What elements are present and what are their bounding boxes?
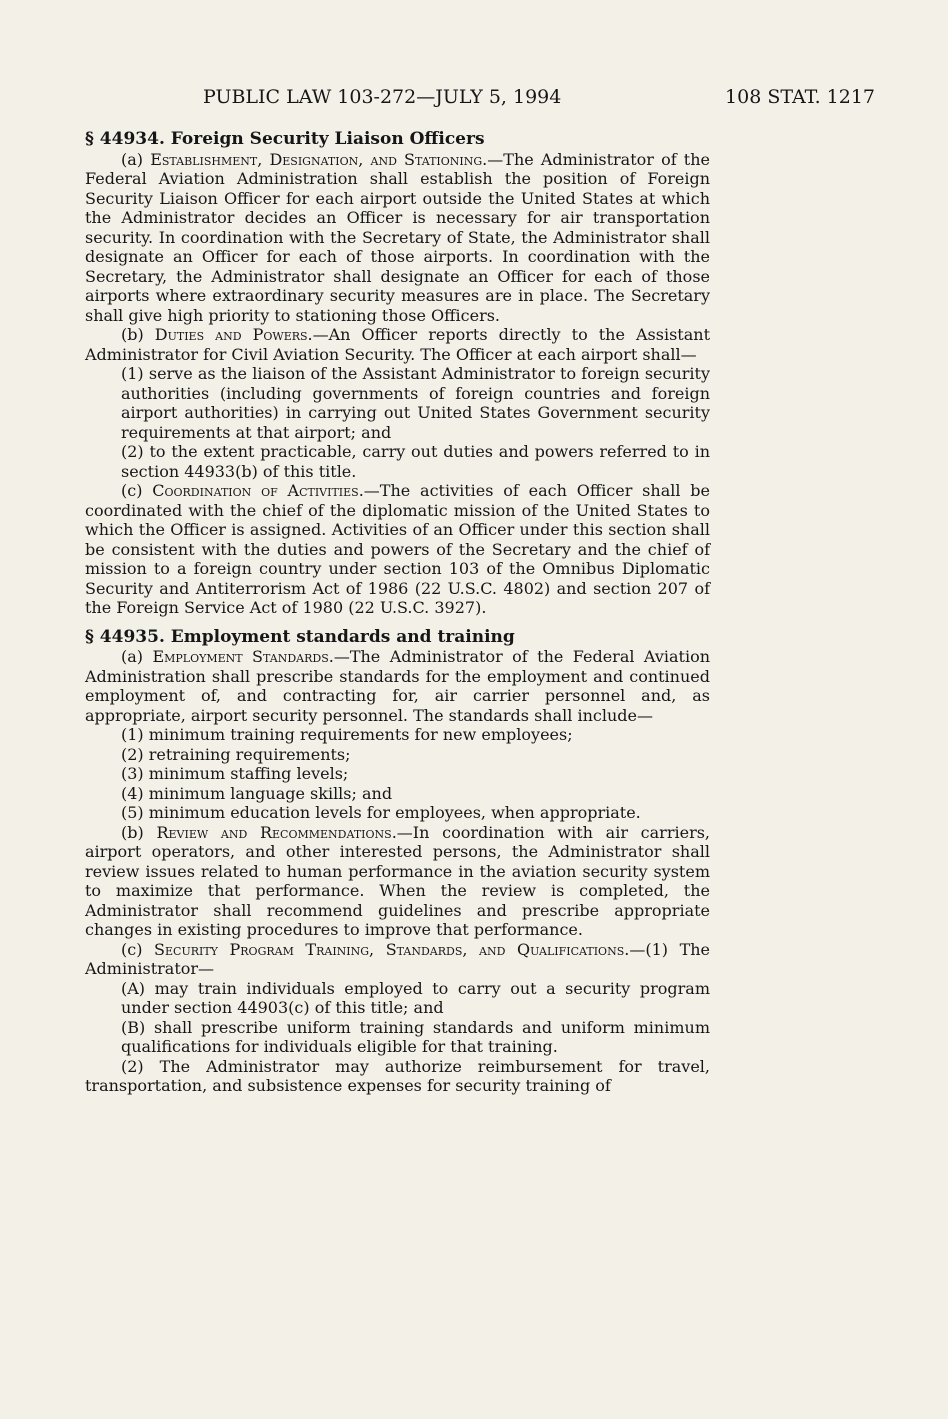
list-item: (4) minimum language skills; and <box>121 783 393 803</box>
list-item: (5) minimum education levels for employees, when appropriate. <box>121 803 641 822</box>
page-header <box>85 86 875 114</box>
section-44935-subsection-b: (b) Review and Recommendations.—In coordination with air carriers, airport operators, and other interested persons, the Administrator shall review issues related to human performance in the aviation security system to maximize that performance. When the review is completed, the Administrator shall recommend guidelines and prescribe appropriate changes in existing procedures to improve that performance. <box>85 822 711 939</box>
subsection-heading: Employment Standards. <box>152 647 334 666</box>
subsection-heading: Establishment, Designation, and Stationing. <box>150 149 488 169</box>
section-44934-heading: § 44934. Foreign Security Liaison Officers <box>85 129 485 149</box>
list-item: (3) minimum staffing levels; <box>121 764 349 783</box>
list-item: (2) retraining requirements; <box>121 744 351 764</box>
section-44935-c-subparagraph-b: (B) shall prescribe uniform training standards and uniform minimum qualifications for individuals eligible for that training. <box>121 1017 710 1056</box>
subsection-heading: Review and Recommendations. <box>156 822 397 842</box>
subsection-heading: Security Program Training, Standards, and Qualifications. <box>154 939 630 959</box>
subsection-heading: Duties and Powers. <box>154 325 313 344</box>
section-44935-c-subparagraph-a: (A) may train individuals employed to carry out a security program under section 44903(c) of this title; and <box>121 978 710 1017</box>
document-body <box>85 130 710 1096</box>
section-44934-subsection-b: (b) Duties and Powers.—An Officer reports directly to the Assistant Administrator for Civil Aviation Security. The Officer at each airport shall— <box>85 325 710 364</box>
section-44934-subsection-a: (a) Establishment, Designation, and Stationing.—The Administrator of the Federal Aviation Administration shall establish the position of Foreign Security Liaison Officer for each airport outside the United States at which the Administrator decides an Officer is necessary for air transportation security. In coordination with the Secretary of State, the Administrator shall designate an Officer for each of those airports. In coordination with the Secretary, the Administrator shall designate an Officer for each of those airports where extraordinary security measures are in place. The Secretary shall give high priority to stationing those Officers. <box>85 149 710 325</box>
subsection-heading: Coordination of Activities. <box>152 481 364 500</box>
section-44935-subsection-c: (c) Security Program Training, Standards, and Qualifications.—(1) The Administrator— <box>85 939 711 978</box>
stat-page-number: 108 STAT. 1217 <box>725 86 875 108</box>
employment-standards-list <box>85 725 710 823</box>
public-law-title: PUBLIC LAW 103-272—JULY 5, 1994 <box>203 86 562 108</box>
section-44935-c-paragraph-2: (2) The Administrator may authorize reimbursement for travel, transportation, and subsistence expenses for security training of <box>85 1056 710 1095</box>
section-44934-subsection-c: (c) Coordination of Activities.—The activities of each Officer shall be coordinated with the chief of the diplomatic mission of the United States to which the Officer is assigned. Activities of an Officer under this section shall be consistent with the duties and powers of the Secretary and the chief of mission to a foreign country under section 103 of the Omnibus Diplomatic Security and Antiterrorism Act of 1986 (22 U.S.C. 4802) and section 207 of the Foreign Service Act of 1980 (22 U.S.C. 3927). <box>85 481 710 617</box>
section-44935-subsection-a: (a) Employment Standards.—The Administrator of the Federal Aviation Administration shall prescribe standards for the employment and continued employment of, and contracting for, air carrier personnel and, as appropriate, airport security personnel. The standards shall include— <box>85 647 711 725</box>
section-44935-heading: § 44935. Employment standards and training <box>85 626 515 647</box>
section-44934-b-paragraph-1: (1) serve as the liaison of the Assistant Administrator to foreign security authorities (including governments of foreign countries and foreign airport authorities) in carrying out United States Government security requirements at that airport; and <box>121 364 710 442</box>
list-item: (1) minimum training requirements for new employees; <box>121 725 573 744</box>
section-44934-b-paragraph-2: (2) to the extent practicable, carry out duties and powers referred to in section 44933(b) of this title. <box>121 442 710 481</box>
